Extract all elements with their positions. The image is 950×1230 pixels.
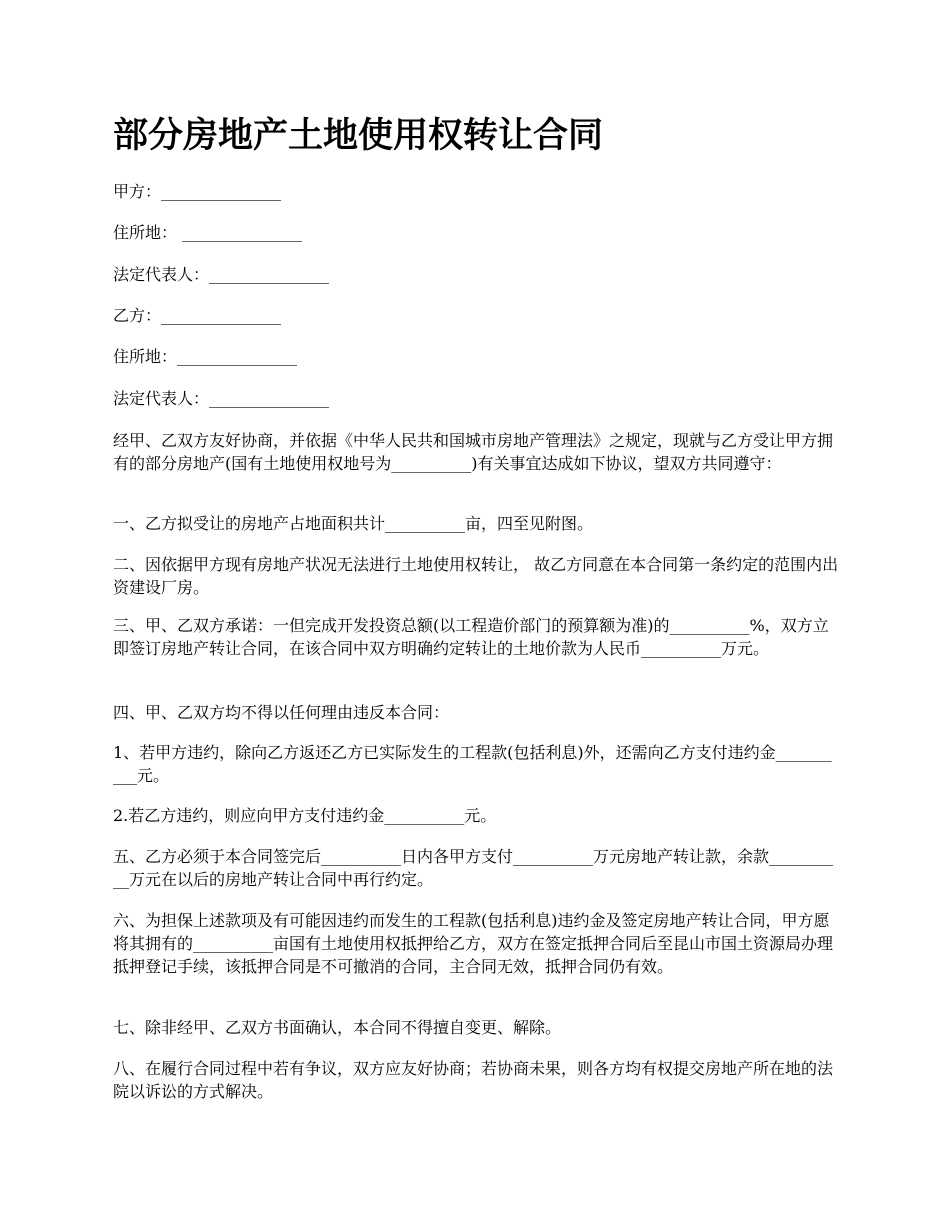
clause-3: 三、甲、乙双方承诺：一但完成开发投资总额(以工程造价部门的预算额为准)的__________%，双方立即签订房地产转让合同，在该合同中双方明确约定转让的土地价款为人民币__________万元。 — [113, 616, 829, 658]
preamble-paragraph: 经甲、乙双方友好协商，并依据《中华人民共和国城市房地产管理法》之规定，现就与乙方受让甲方拥有的部分房地产(国有土地使用权地号为__________)有关事宜达成如下协议，望双方共同遵守： — [113, 431, 834, 473]
clause-1: 一、乙方拟受让的房地产占地面积共计__________亩，四至见附图。 — [113, 514, 594, 533]
party-b-name: 乙方：_______________ — [113, 306, 282, 325]
party-b-address: 住所地：_______________ — [113, 347, 298, 366]
clause-7: 七、除非经甲、乙双方书面确认，本合同不得擅自变更、解除。 — [113, 1018, 562, 1037]
party-a-address: 住所地： _______________ — [113, 223, 303, 242]
clause-4-item-2: 2.若乙方违约，则应向甲方支付违约金__________元。 — [113, 806, 497, 825]
clause-8: 八、在履行合同过程中若有争议，双方应友好协商；若协商未果，则各方均有权提交房地产所在地的法院以诉讼的方式解决。 — [113, 1059, 834, 1101]
party-a-name: 甲方：_______________ — [113, 182, 282, 201]
party-b-representative: 法定代表人：_______________ — [113, 389, 330, 408]
clause-4: 四、甲、乙双方均不得以任何理由违反本合同： — [113, 703, 450, 722]
clause-4-item-1: 1、若甲方违约，除向乙方返还乙方已实际发生的工程款(包括利息)外，还需向乙方支付违约金__________元。 — [113, 743, 832, 785]
party-a-representative: 法定代表人：_______________ — [113, 265, 330, 284]
document-title: 部分房地产土地使用权转让合同 — [113, 115, 604, 156]
clause-5: 五、乙方必须于本合同签完后__________日内各甲方支付__________万元房地产转让款，余款__________万元在以后的房地产转让合同中再行约定。 — [113, 847, 834, 889]
clause-2: 二、因依据甲方现有房地产状况无法进行土地使用权转让， 故乙方同意在本合同第一条约定的范围内出资建设厂房。 — [113, 555, 839, 597]
clause-6: 六、为担保上述款项及有可能因违约而发生的工程款(包括利息)违约金及签定房地产转让合同，甲方愿将其拥有的__________亩国有土地使用权抵押给乙方，双方在签定抵押合同后至昆山市国土资源局办理抵押登记手续，该抵押合同是不可撤消的合同，主合同无效，抵押合同仍有效。 — [113, 911, 834, 976]
